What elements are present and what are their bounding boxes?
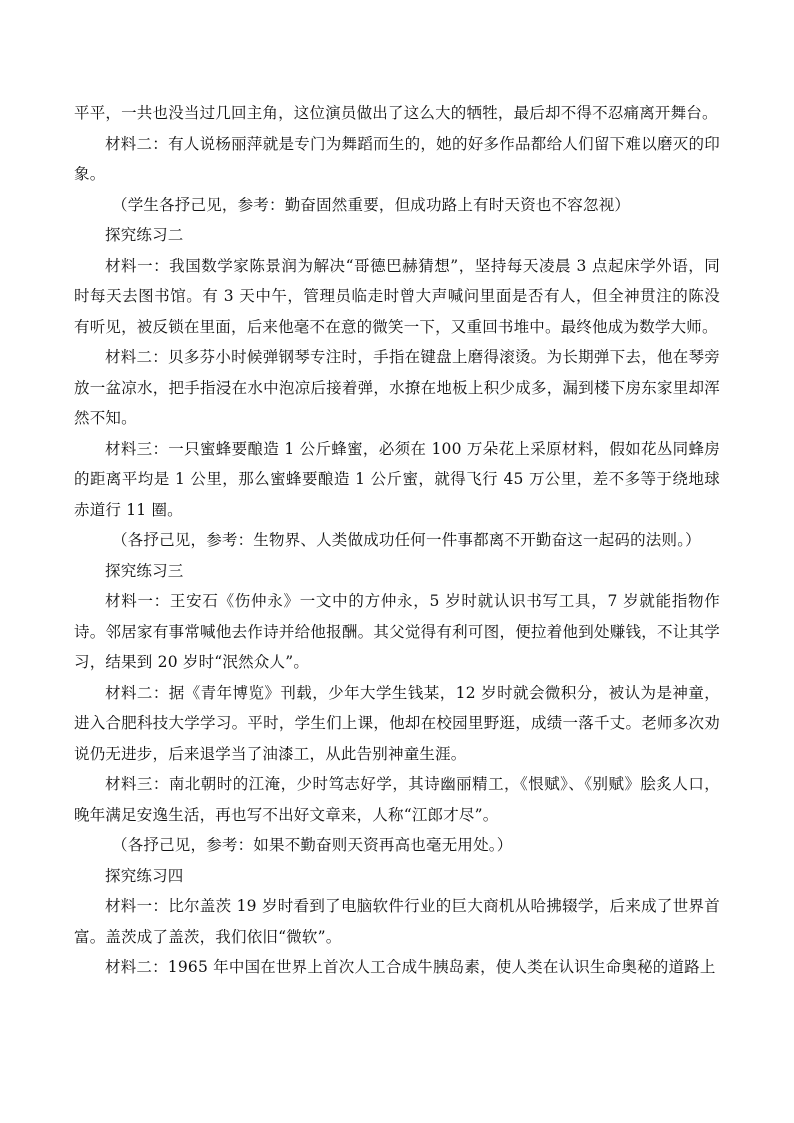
section-heading-exercise-2: 探究练习二 (105, 226, 184, 244)
paragraph-continuation: 平平，一共也没当过几回主角，这位演员做出了这么大的牺牲，最后却不得不忍痛离开舞台。 (74, 104, 718, 122)
paragraph-material-2-beethoven: 材料二：贝多芬小时候弹钢琴专注时，手指在键盘上磨得滚烫。为长期弹下去，他在琴旁放一盆凉水，把手指浸在水中泡凉后接着弹，水撩在地板上积少成多，漏到楼下房东家里却浑然不知。 (74, 348, 720, 427)
paragraph-note-2: （各抒己见，参考：生物界、人类做成功任何一件事都离不开勤奋这一起码的法则。） (112, 531, 701, 549)
paragraph-material-3-jiang-yan: 材料三：南北朝时的江淹，少时笃志好学，其诗幽丽精工，《恨赋》、《别赋》脍炙人口，晚年满足安逸生活，再也写不出好文章来，人称“江郎才尽”。 (74, 775, 720, 824)
paragraph-material-2-yang-liping: 材料二：有人说杨丽萍就是专门为舞蹈而生的，她的好多作品都给人们留下难以磨灭的印象。 (74, 134, 720, 183)
paragraph-note-3: （各抒己见，参考：如果不勤奋则天资再高也毫无用处。） (112, 836, 513, 854)
paragraph-material-3-bees: 材料三：一只蜜蜂要酿造 1 公斤蜂蜜，必须在 100 万朵花上采原材料，假如花丛同蜂房的距离平均是 1 公里，那么蜜蜂要酿造 1 公斤蜜，就得飞行 45 万公里，差不多等于绕地球赤道行 11 圈。 (74, 439, 720, 519)
paragraph-material-2-insulin: 材料二：1965 年中国在世界上首次人工合成牛胰岛素，使人类在认识生命奥秘的道路上 (105, 958, 716, 976)
paragraph-material-2-prodigy: 材料二：据《青年博览》刊载，少年大学生钱某，12 岁时就会微积分，被认为是神童，进入合肥科技大学学习。平时，学生们上课，他却在校园里野逛，成绩一落千丈。老师多次劝说仍无进步，后来退学当了油漆工，从此告别神童生涯。 (74, 683, 720, 763)
section-heading-exercise-4: 探究练习四 (105, 866, 184, 885)
document-body (74, 98, 720, 983)
paragraph-material-1-bill-gates: 材料一：比尔盖茨 19 岁时看到了电脑软件行业的巨大商机从哈拂辍学，后来成了世界首富。盖茨成了盖茨，我们依旧“微软”。 (74, 897, 720, 946)
paragraph-material-1-fang-zhongyong: 材料一：王安石《伤仲永》一文中的方仲永，5 岁时就认识书写工具，7 岁就能指物作诗。邻居家有事常喊他去作诗并给他报酬。其父觉得有利可图，便拉着他到处赚钱，不让其学习，结果到 20 岁时“泯然众人”。 (74, 592, 720, 671)
paragraph-material-1-chen-jingrun: 材料一：我国数学家陈景润为解决“哥德巴赫猜想”，坚持每天凌晨 3 点起床学外语，同时每天去图书馆。有 3 天中午，管理员临走时曾大声喊问里面是否有人，但全神贯注的陈没有听见，被反锁在里面，后来他毫不在意的微笑一下，又重回书堆中。最终他成为数学大师。 (74, 256, 720, 336)
paragraph-note-1: （学生各抒己见，参考：勤奋固然重要，但成功路上有时天资也不容忽视） (112, 195, 631, 214)
section-heading-exercise-3: 探究练习三 (105, 561, 184, 580)
